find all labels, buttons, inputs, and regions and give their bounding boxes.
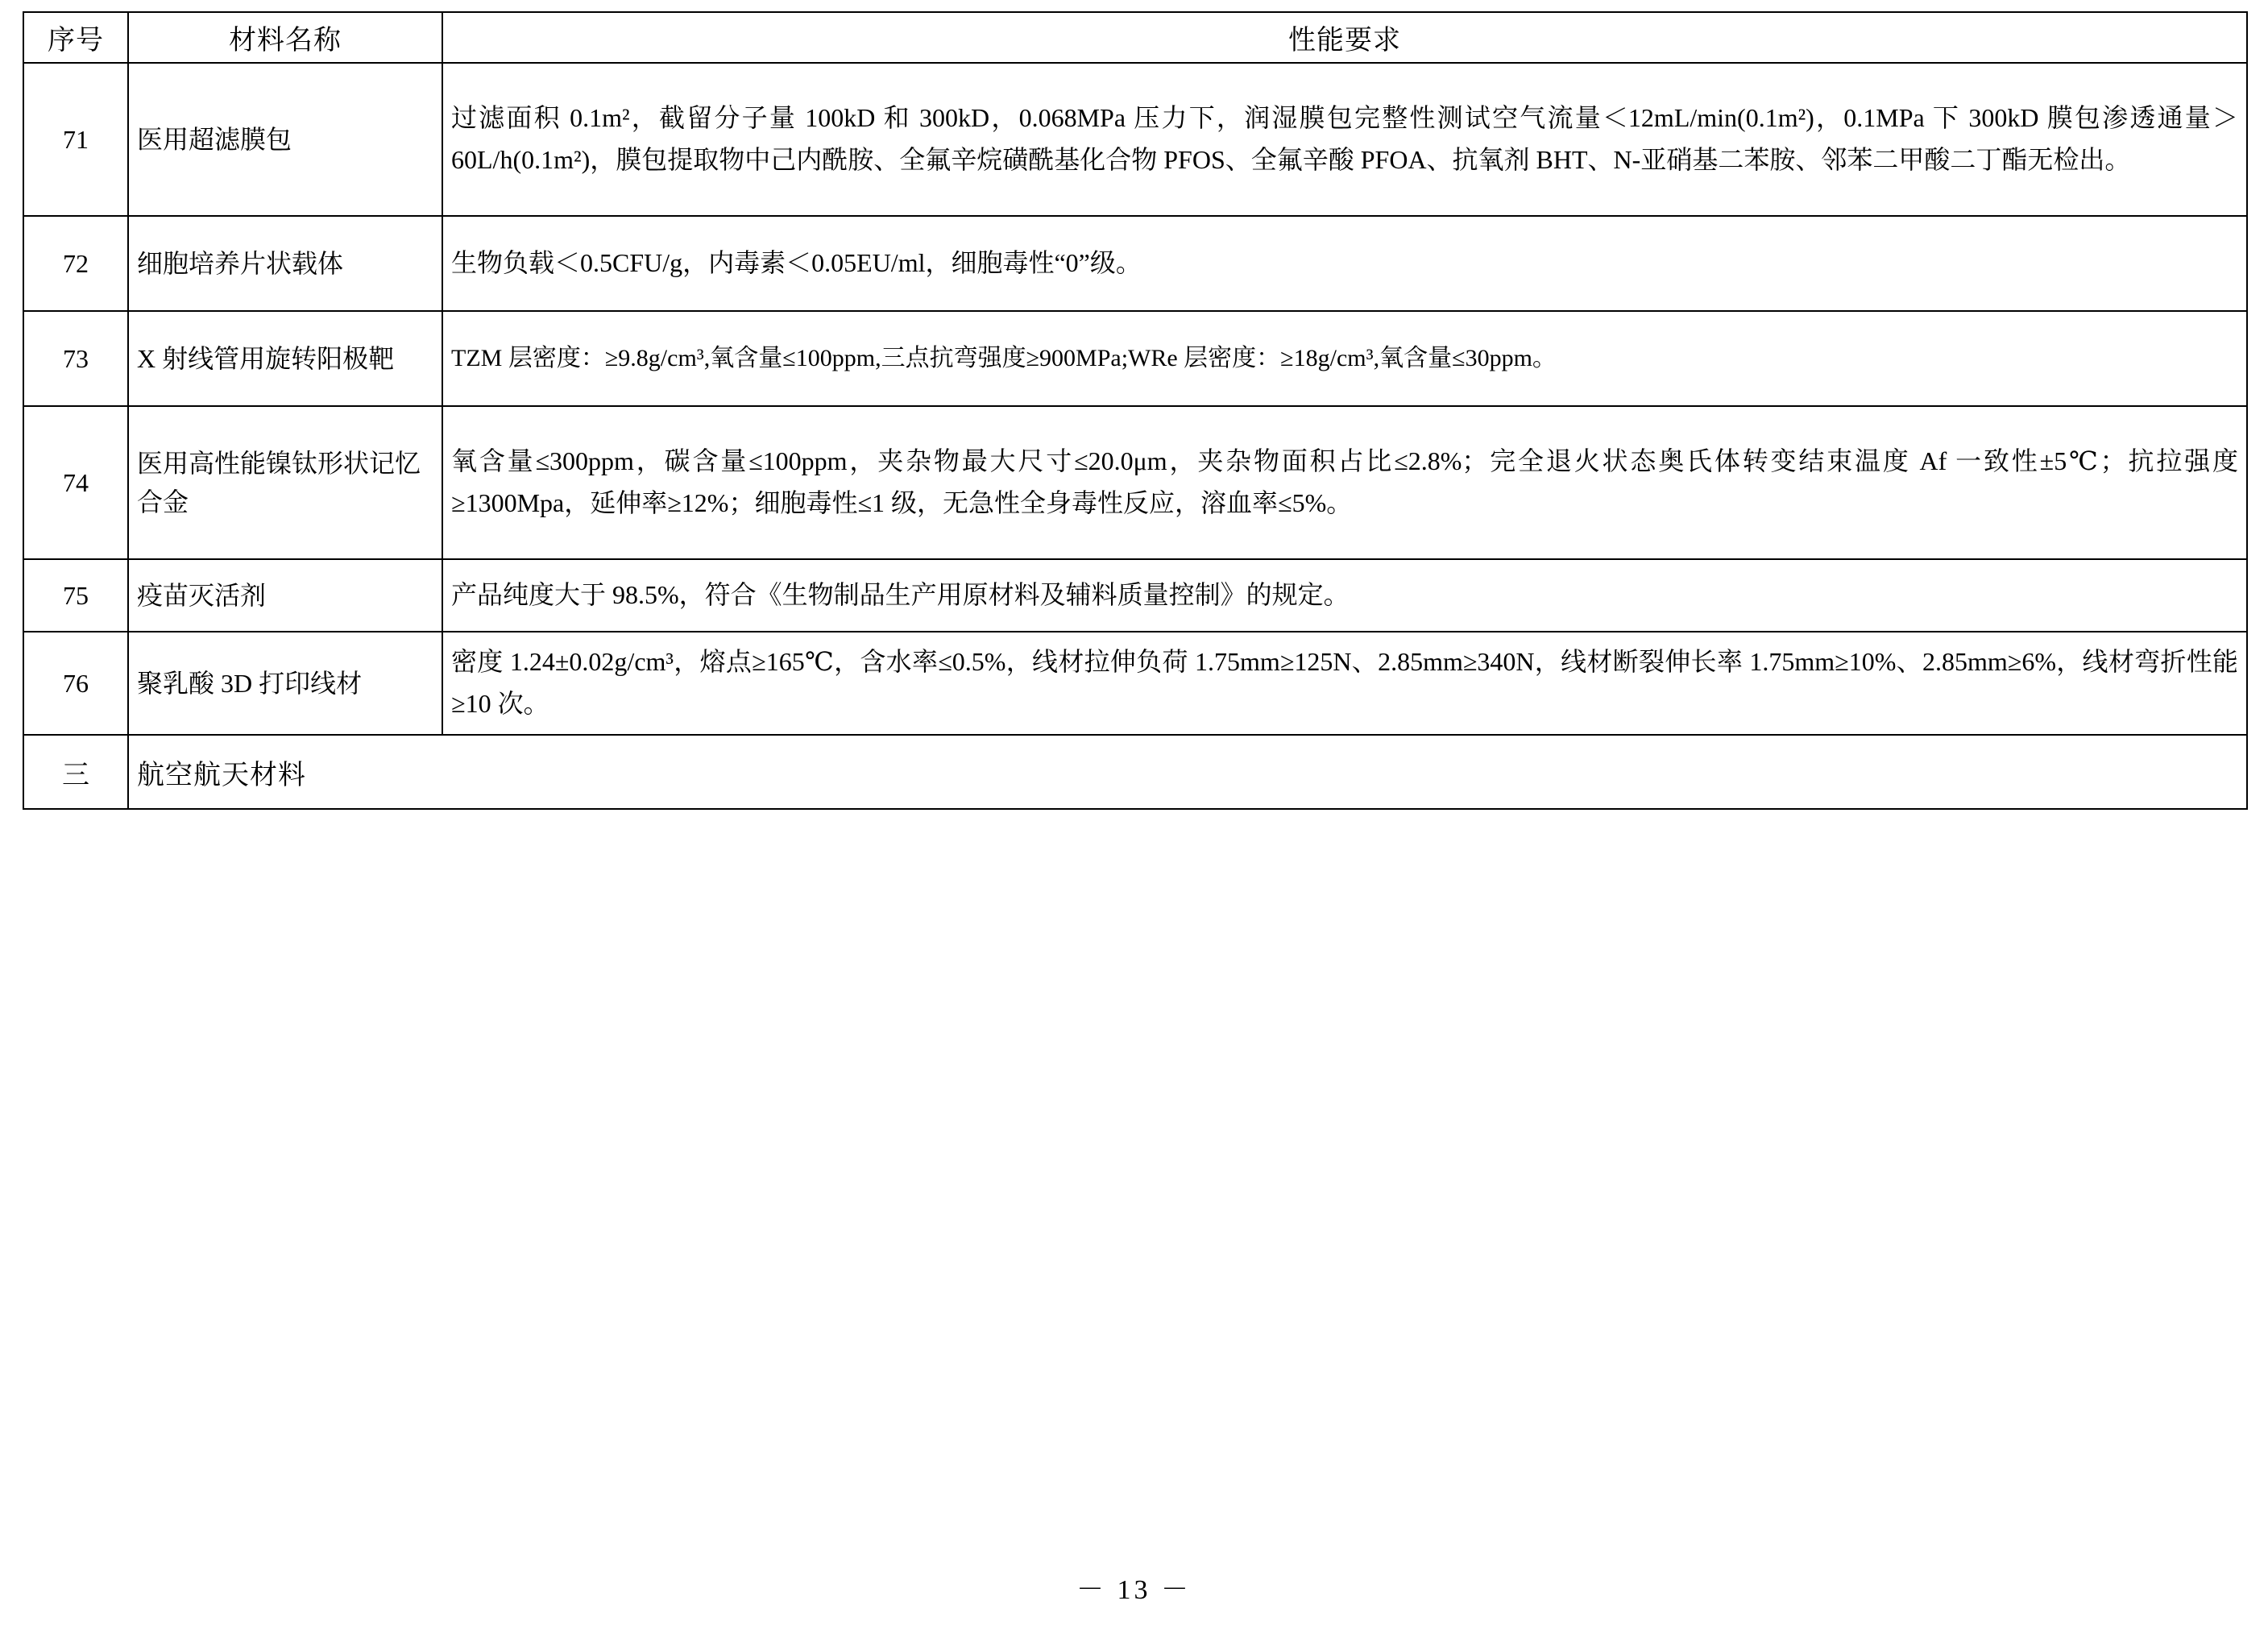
- material-name: 医用高性能镍钛形状记忆合金: [128, 406, 442, 559]
- table-body: [23, 63, 2247, 809]
- table-header: [23, 12, 2247, 63]
- page-number: － 13 －: [1076, 1575, 1192, 1605]
- materials-spec-table: [23, 11, 2248, 810]
- row-number: 75: [23, 559, 128, 632]
- row-number: 71: [23, 63, 128, 216]
- performance-requirement: 过滤面积 0.1m²，截留分子量 100kD 和 300kD，0.068MPa 压力下，润湿膜包完整性测试空气流量＜12mL/min(0.1m²)，0.1MPa 下 300kD 膜包渗透通量＞60L/h(0.1m²)，膜包提取物中己内酰胺、全氟辛烷磺酰基化合物 PFOS、全氟辛酸 PFOA、抗氧剂 BHT、N-亚硝基二苯胺、邻苯二甲酸二丁酯无检出。: [442, 63, 2247, 216]
- row-number: 73: [23, 311, 128, 406]
- column-header-material-name: 材料名称: [128, 12, 442, 63]
- table-row: [23, 311, 2247, 406]
- performance-requirement: 产品纯度大于 98.5%，符合《生物制品生产用原材料及辅料质量控制》的规定。: [442, 559, 2247, 632]
- table-row: [23, 559, 2247, 632]
- performance-requirement: 密度 1.24±0.02g/cm³，熔点≥165℃，含水率≤0.5%，线材拉伸负荷 1.75mm≥125N、2.85mm≥340N，线材断裂伸长率 1.75mm≥10%、2.85mm≥6%，线材弯折性能≥10 次。: [442, 632, 2247, 735]
- performance-requirement: 氧含量≤300ppm，碳含量≤100ppm，夹杂物最大尺寸≤20.0μm，夹杂物面积占比≤2.8%；完全退火状态奥氏体转变结束温度 Af 一致性±5℃；抗拉强度≥1300Mpa，延伸率≥12%；细胞毒性≤1 级，无急性全身毒性反应，溶血率≤5%。: [442, 406, 2247, 559]
- performance-requirement: 生物负载＜0.5CFU/g，内毒素＜0.05EU/ml，细胞毒性“0”级。: [442, 216, 2247, 311]
- section-title: 航空航天材料: [128, 735, 2247, 809]
- material-name: 聚乳酸 3D 打印线材: [128, 632, 442, 735]
- material-name: 医用超滤膜包: [128, 63, 442, 216]
- table-row: [23, 216, 2247, 311]
- material-name: 疫苗灭活剂: [128, 559, 442, 632]
- performance-requirement: TZM 层密度：≥9.8g/cm³,氧含量≤100ppm,三点抗弯强度≥900MPa;WRe 层密度：≥18g/cm³,氧含量≤30ppm。: [442, 311, 2247, 406]
- column-header-no: 序号: [23, 12, 128, 63]
- row-number: 74: [23, 406, 128, 559]
- material-name: X 射线管用旋转阳极靶: [128, 311, 442, 406]
- column-header-performance-requirement: 性能要求: [442, 12, 2247, 63]
- section-row: [23, 735, 2247, 809]
- table-row: [23, 632, 2247, 735]
- table-row: [23, 63, 2247, 216]
- material-name: 细胞培养片状载体: [128, 216, 442, 311]
- section-number: 三: [23, 735, 128, 809]
- table-row: [23, 406, 2247, 559]
- table-header-row: [23, 12, 2247, 63]
- row-number: 76: [23, 632, 128, 735]
- row-number: 72: [23, 216, 128, 311]
